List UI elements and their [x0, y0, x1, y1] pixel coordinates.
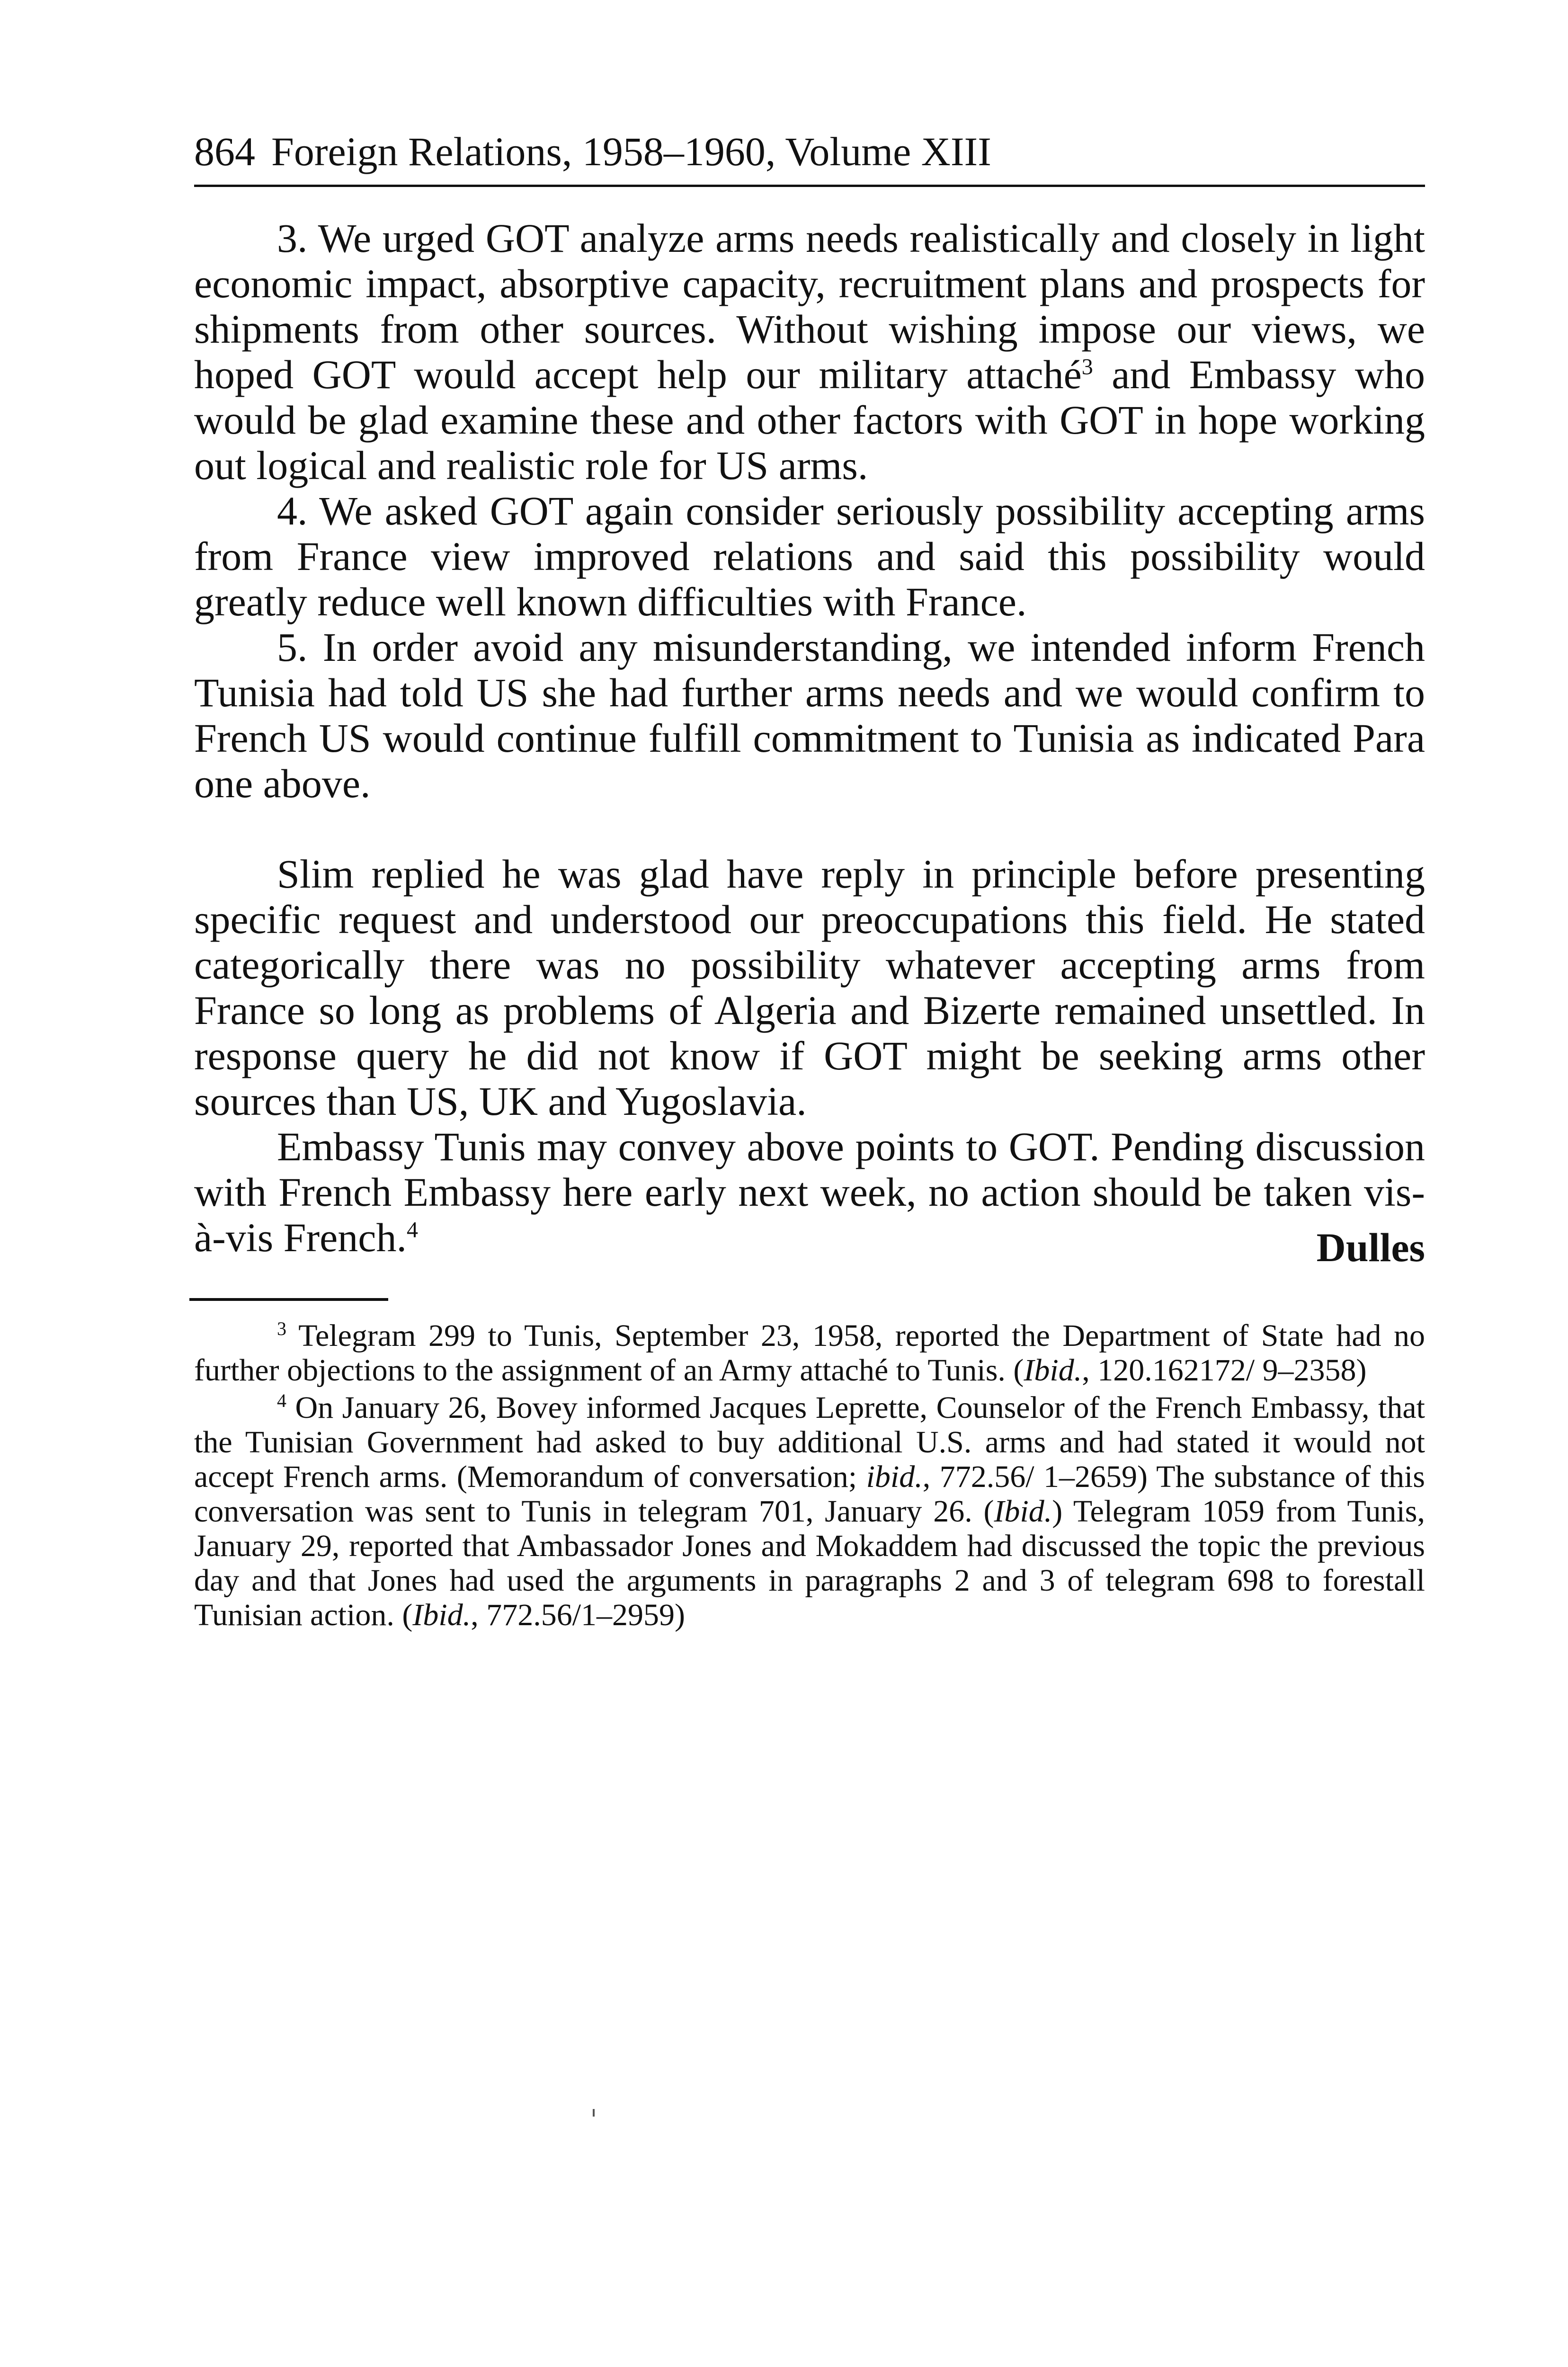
paragraph-point-5: 5. In order avoid any misunderstanding, we intended inform French Tunisia had told US she had further arms needs and we would confirm to French US would continue fulfill commitment to Tunisia as indicated Para one above.: [194, 624, 1425, 806]
footnote-4: $^4$ On January 26, Bovey informed Jacques Leprette, Counselor of the French Embassy, that the Tunisian Government had asked to buy additional U.S. arms and had stated it would not accept French arms. (Memorandum of conversation; ibid., 772.56/ 1–2659) The substance of this conversation was sent to Tunis in telegram 701, January 26. (Ibid.) Telegram 1059 from Tunis, January 29, reported that Ambassador Jones and Mokaddem had discussed the topic the previous day and that Jones had used the arguments in paragraphs 2 and 3 of telegram 698 to forestall Tunisian action. (Ibid., 772.56/1–2959): [194, 1390, 1425, 1632]
page-number: 864: [194, 129, 255, 174]
running-header: [194, 125, 1425, 187]
paragraph-slim-reply: Slim replied he was glad have reply in principle before presenting specific request and understood our preoccupations this field. He stated categorically there was no possibility whatever accepting arms from France so long as problems of Algeria and Bizerte remained unsettled. In response query he did not know if GOT might be seeking arms other sources than US, UK and Yugoslavia.: [194, 851, 1425, 1124]
paragraph-point-4: 4. We asked GOT again consider seriously possibility accepting arms from France view improved relations and said this possibility would greatly reduce well known difficulties with France.: [194, 488, 1425, 624]
footnote-3: $^3$ Telegram 299 to Tunis, September 23, 1958, reported the Department of State had no further objections to the assignment of an Army attaché to Tunis. (Ibid., 120.162172/ 9–2358): [194, 1318, 1425, 1388]
footnote-ref-4: 4: [406, 1217, 418, 1243]
paragraph-instructions: Embassy Tunis may convey above points to GOT. Pending discussion with French Embassy here early next week, no action should be taken vis-à-vis French.$^4$: [194, 1124, 1425, 1260]
publication-title: Foreign Relations, 1958–1960, Volume XIII: [271, 129, 991, 174]
paragraph-point-3: 3. We urged GOT analyze arms needs realistically and closely in light economic impact, absorptive capacity, recruitment plans and prospects for shipments from other sources. Without wishing impose our views, we hoped GOT would accept help our military attaché$^3$ and Embassy who would be glad examine these and other factors with GOT in hope working out logical and realistic role for US arms.: [194, 215, 1425, 488]
telegram-body: [194, 215, 1425, 1260]
footnote-divider: [189, 1298, 388, 1301]
footnotes: [194, 1318, 1425, 1635]
signature: Dulles: [1316, 1225, 1425, 1270]
scan-speck: [593, 2109, 595, 2117]
footnote-ref-3: 3: [1081, 354, 1093, 380]
